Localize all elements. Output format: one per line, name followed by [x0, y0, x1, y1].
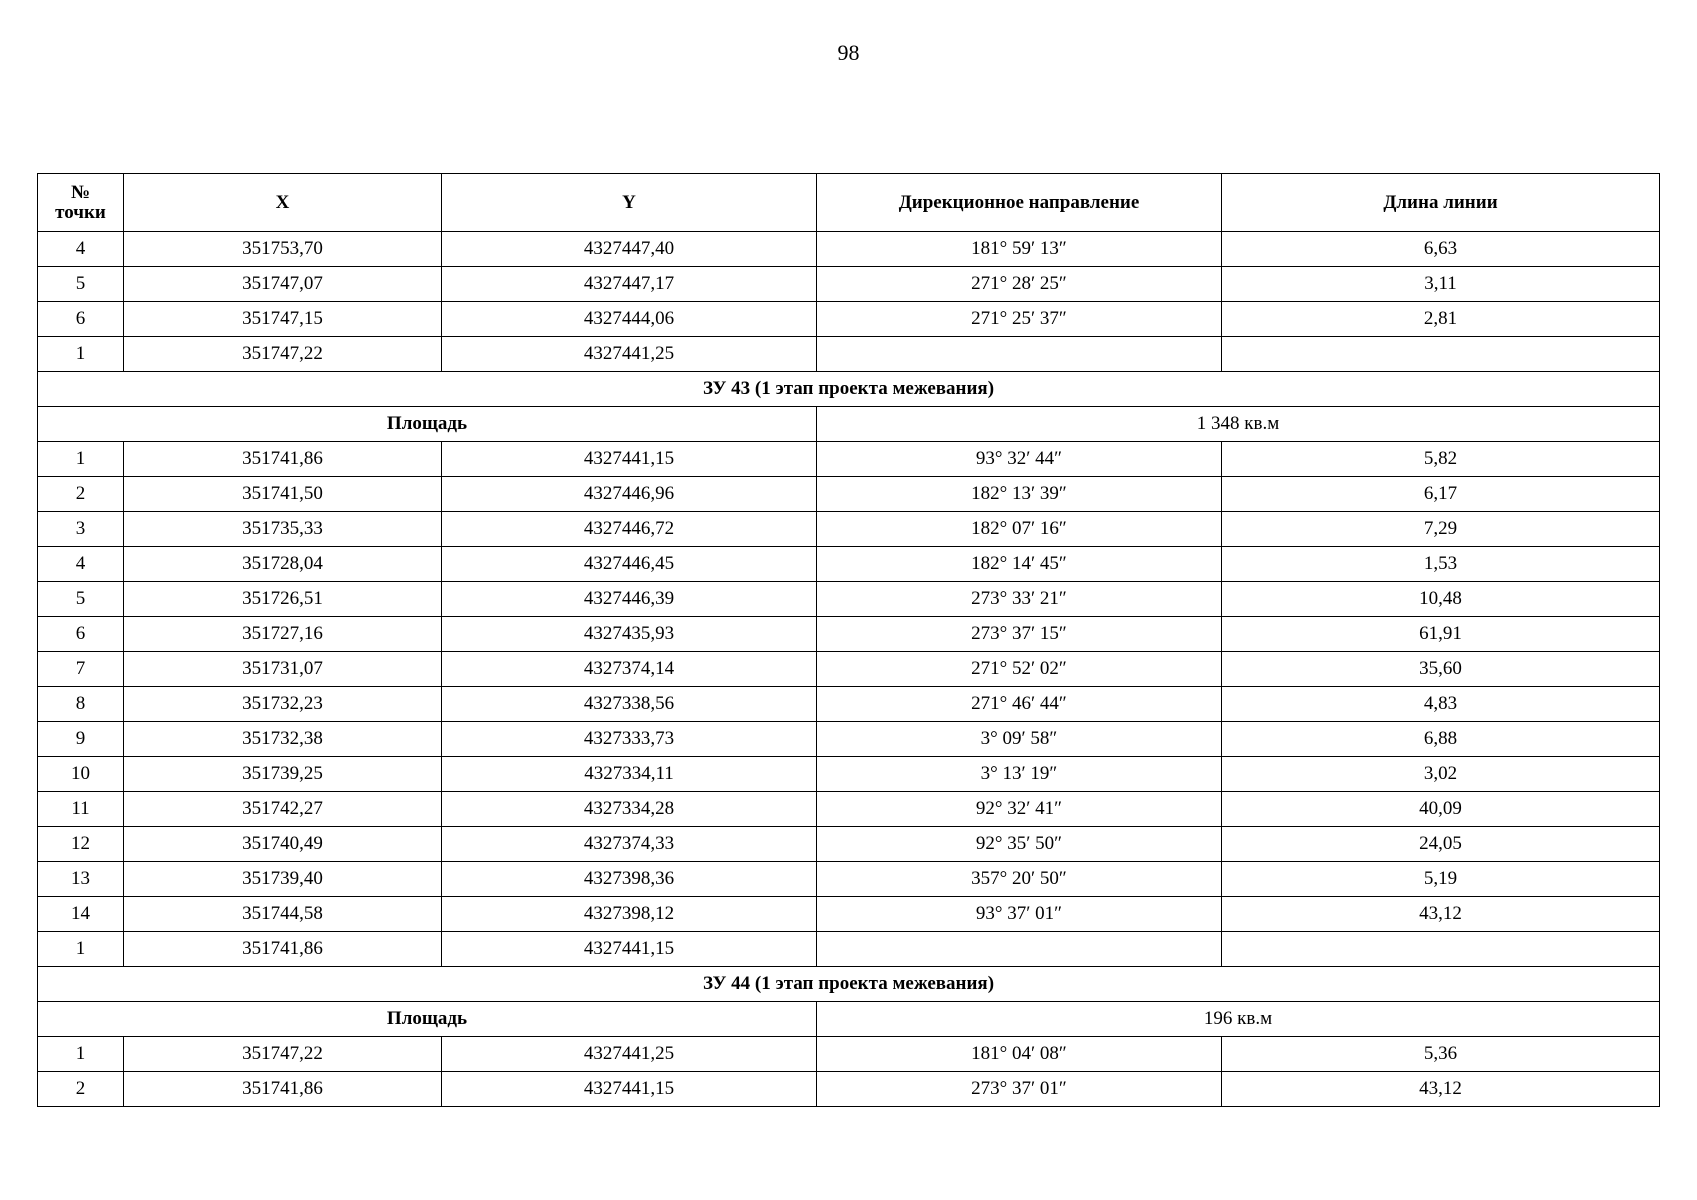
direction-value: 273° 37′ 01″	[817, 1072, 1222, 1107]
direction-value: 93° 32′ 44″	[817, 442, 1222, 477]
x-value: 351739,25	[124, 757, 442, 792]
page-number: 98	[837, 40, 860, 65]
direction-value	[817, 932, 1222, 967]
table-row	[38, 757, 1660, 792]
point-number: 2	[38, 477, 124, 512]
direction-value: 273° 33′ 21″	[817, 582, 1222, 617]
x-value: 351726,51	[124, 582, 442, 617]
direction-value: 271° 28′ 25″	[817, 267, 1222, 302]
y-value: 4327441,25	[442, 337, 817, 372]
direction-value: 93° 37′ 01″	[817, 897, 1222, 932]
direction-value: 181° 59′ 13″	[817, 232, 1222, 267]
table-row	[38, 827, 1660, 862]
table-row	[38, 267, 1660, 302]
y-value: 4327334,28	[442, 792, 817, 827]
y-value: 4327441,25	[442, 1037, 817, 1072]
table-row	[38, 512, 1660, 547]
length-value: 35,60	[1222, 652, 1660, 687]
direction-value	[817, 337, 1222, 372]
y-value: 4327447,40	[442, 232, 817, 267]
table-row	[38, 337, 1660, 372]
table-row	[38, 792, 1660, 827]
x-value: 351741,86	[124, 932, 442, 967]
header-direction: Дирекционное направление	[817, 174, 1222, 232]
table-row	[38, 687, 1660, 722]
point-number: 1	[38, 932, 124, 967]
point-number: 9	[38, 722, 124, 757]
x-value: 351739,40	[124, 862, 442, 897]
table-row	[38, 442, 1660, 477]
y-value: 4327446,39	[442, 582, 817, 617]
point-number: 11	[38, 792, 124, 827]
x-value: 351731,07	[124, 652, 442, 687]
table-row	[38, 617, 1660, 652]
y-value: 4327334,11	[442, 757, 817, 792]
length-value: 43,12	[1222, 1072, 1660, 1107]
direction-value: 182° 14′ 45″	[817, 547, 1222, 582]
table-row	[38, 1037, 1660, 1072]
direction-value: 182° 07′ 16″	[817, 512, 1222, 547]
length-value: 10,48	[1222, 582, 1660, 617]
x-value: 351735,33	[124, 512, 442, 547]
direction-value: 271° 52′ 02″	[817, 652, 1222, 687]
x-value: 351753,70	[124, 232, 442, 267]
direction-value: 273° 37′ 15″	[817, 617, 1222, 652]
y-value: 4327398,36	[442, 862, 817, 897]
length-value	[1222, 337, 1660, 372]
x-value: 351742,27	[124, 792, 442, 827]
y-value: 4327441,15	[442, 932, 817, 967]
x-value: 351732,23	[124, 687, 442, 722]
x-value: 351732,38	[124, 722, 442, 757]
x-value: 351741,86	[124, 1072, 442, 1107]
point-number: 5	[38, 582, 124, 617]
point-number: 5	[38, 267, 124, 302]
length-value: 5,36	[1222, 1037, 1660, 1072]
y-value: 4327338,56	[442, 687, 817, 722]
length-value: 5,19	[1222, 862, 1660, 897]
length-value: 2,81	[1222, 302, 1660, 337]
header-num-word: точки	[55, 201, 106, 223]
length-value: 43,12	[1222, 897, 1660, 932]
y-value: 4327446,96	[442, 477, 817, 512]
x-value: 351747,22	[124, 337, 442, 372]
x-value: 351747,07	[124, 267, 442, 302]
length-value	[1222, 932, 1660, 967]
y-value: 4327446,72	[442, 512, 817, 547]
direction-value: 3° 09′ 58″	[817, 722, 1222, 757]
area-row	[38, 407, 1660, 442]
table-row	[38, 722, 1660, 757]
header-row	[38, 174, 1660, 232]
x-value: 351744,58	[124, 897, 442, 932]
y-value: 4327446,45	[442, 547, 817, 582]
point-number: 6	[38, 302, 124, 337]
length-value: 6,88	[1222, 722, 1660, 757]
length-value: 40,09	[1222, 792, 1660, 827]
length-value: 6,17	[1222, 477, 1660, 512]
point-number: 3	[38, 512, 124, 547]
direction-value: 92° 32′ 41″	[817, 792, 1222, 827]
point-number: 4	[38, 232, 124, 267]
point-number: 1	[38, 337, 124, 372]
table-row	[38, 1072, 1660, 1107]
coordinates-table	[37, 173, 1660, 1107]
table-row	[38, 232, 1660, 267]
area-value-43: 1 348 кв.м	[817, 407, 1660, 442]
y-value: 4327447,17	[442, 267, 817, 302]
header-point-number	[38, 174, 124, 232]
point-number: 13	[38, 862, 124, 897]
length-value: 24,05	[1222, 827, 1660, 862]
table-row	[38, 477, 1660, 512]
direction-value: 357° 20′ 50″	[817, 862, 1222, 897]
area-value-44: 196 кв.м	[817, 1002, 1660, 1037]
header-x: X	[124, 174, 442, 232]
y-value: 4327444,06	[442, 302, 817, 337]
point-number: 7	[38, 652, 124, 687]
section-title-44: ЗУ 44 (1 этап проекта межевания)	[38, 967, 1660, 1002]
x-value: 351728,04	[124, 547, 442, 582]
point-number: 6	[38, 617, 124, 652]
table-row	[38, 652, 1660, 687]
header-num-sign: №	[70, 181, 91, 203]
table-row	[38, 302, 1660, 337]
y-value: 4327441,15	[442, 1072, 817, 1107]
section-title-43: ЗУ 43 (1 этап проекта межевания)	[38, 372, 1660, 407]
point-number: 1	[38, 442, 124, 477]
length-value: 61,91	[1222, 617, 1660, 652]
direction-value: 92° 35′ 50″	[817, 827, 1222, 862]
point-number: 10	[38, 757, 124, 792]
direction-value: 181° 04′ 08″	[817, 1037, 1222, 1072]
x-value: 351740,49	[124, 827, 442, 862]
x-value: 351747,15	[124, 302, 442, 337]
table-body	[38, 232, 1660, 1107]
length-value: 1,53	[1222, 547, 1660, 582]
direction-value: 271° 46′ 44″	[817, 687, 1222, 722]
length-value: 3,02	[1222, 757, 1660, 792]
direction-value: 182° 13′ 39″	[817, 477, 1222, 512]
area-label-43: Площадь	[38, 407, 817, 442]
area-label-44: Площадь	[38, 1002, 817, 1037]
y-value: 4327398,12	[442, 897, 817, 932]
x-value: 351741,50	[124, 477, 442, 512]
length-value: 7,29	[1222, 512, 1660, 547]
y-value: 4327441,15	[442, 442, 817, 477]
point-number: 8	[38, 687, 124, 722]
length-value: 6,63	[1222, 232, 1660, 267]
section-title-row	[38, 372, 1660, 407]
header-length: Длина линии	[1222, 174, 1660, 232]
length-value: 5,82	[1222, 442, 1660, 477]
point-number: 14	[38, 897, 124, 932]
table-row	[38, 932, 1660, 967]
point-number: 1	[38, 1037, 124, 1072]
point-number: 12	[38, 827, 124, 862]
direction-value: 3° 13′ 19″	[817, 757, 1222, 792]
section-title-row	[38, 967, 1660, 1002]
point-number: 2	[38, 1072, 124, 1107]
table-row	[38, 582, 1660, 617]
table-row	[38, 897, 1660, 932]
header-y: Y	[442, 174, 817, 232]
point-number: 4	[38, 547, 124, 582]
length-value: 4,83	[1222, 687, 1660, 722]
y-value: 4327374,33	[442, 827, 817, 862]
y-value: 4327333,73	[442, 722, 817, 757]
y-value: 4327435,93	[442, 617, 817, 652]
y-value: 4327374,14	[442, 652, 817, 687]
x-value: 351741,86	[124, 442, 442, 477]
direction-value: 271° 25′ 37″	[817, 302, 1222, 337]
table-row	[38, 547, 1660, 582]
area-row	[38, 1002, 1660, 1037]
table-row	[38, 862, 1660, 897]
x-value: 351747,22	[124, 1037, 442, 1072]
length-value: 3,11	[1222, 267, 1660, 302]
table-header	[38, 174, 1660, 232]
x-value: 351727,16	[124, 617, 442, 652]
